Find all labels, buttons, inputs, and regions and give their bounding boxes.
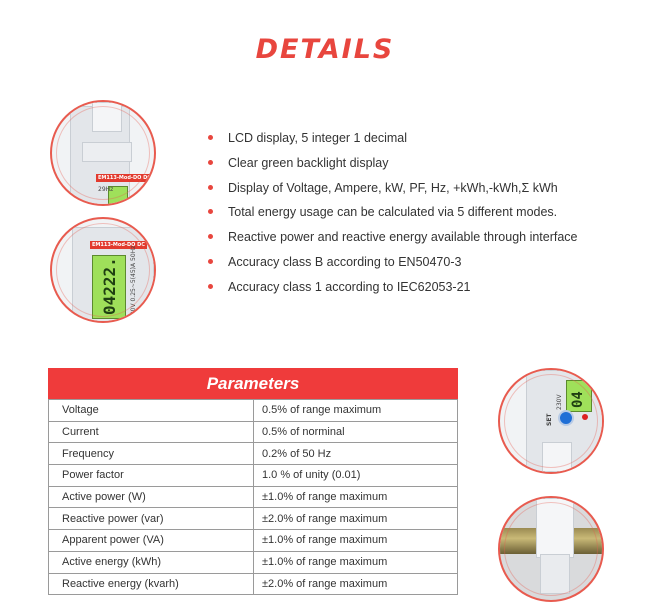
photo-ring — [504, 374, 598, 468]
bullet-dot-icon — [208, 135, 213, 140]
parameter-value: ±1.0% of range maximum — [254, 530, 458, 552]
set-label: SET — [546, 413, 553, 426]
side-text: 29Hz — [98, 186, 114, 193]
bullet-dot-icon — [208, 234, 213, 239]
table-row — [49, 508, 458, 530]
bullet-dot-icon — [208, 160, 213, 165]
parameters-table — [48, 399, 458, 595]
bullet-dot-icon — [208, 209, 213, 214]
parameter-value: ±2.0% of range maximum — [254, 573, 458, 595]
table-row — [49, 530, 458, 552]
list-item: Accuracy class B according to EN50470-3 — [208, 254, 578, 279]
lcd-value: 04 — [570, 391, 586, 408]
list-item: Display of Voltage, Ampere, kW, PF, Hz, +kWh,-kWh,Σ kWh — [208, 180, 578, 205]
meter-display-photo — [50, 217, 156, 323]
table-row — [49, 465, 458, 487]
list-item: LCD display, 5 integer 1 decimal — [208, 130, 578, 155]
parameter-value: 1.0 % of unity (0.01) — [254, 465, 458, 487]
parameter-value: ±1.0% of range maximum — [254, 551, 458, 573]
bullet-dot-icon — [208, 284, 213, 289]
model-label: EM113-Mod-DO DC — [92, 242, 145, 248]
side-text: 230V 0.25~5(45)A 50Hz — [130, 245, 137, 319]
parameter-label: Active power (W) — [49, 486, 254, 508]
parameter-label: Active energy (kWh) — [49, 551, 254, 573]
table-row — [49, 443, 458, 465]
parameter-label: Power factor — [49, 465, 254, 487]
side-text: 230V — [556, 394, 563, 410]
list-item: Reactive power and reactive energy available through interface — [208, 229, 578, 254]
photo-ring — [504, 502, 598, 596]
table-row — [49, 551, 458, 573]
table-row — [49, 573, 458, 595]
meter-top-photo — [50, 100, 156, 206]
table-row — [49, 421, 458, 443]
parameter-label: Reactive energy (kvarh) — [49, 573, 254, 595]
page-title: DETAILS — [255, 34, 395, 65]
photo-ring — [56, 223, 150, 317]
list-item: Total energy usage can be calculated via 5 different modes. — [208, 204, 578, 229]
photo-ring — [56, 106, 150, 200]
parameters-header: Parameters — [48, 368, 458, 399]
parameter-label: Current — [49, 421, 254, 443]
parameter-label: Frequency — [49, 443, 254, 465]
parameter-value: ±1.0% of range maximum — [254, 486, 458, 508]
list-item: Clear green backlight display — [208, 155, 578, 180]
parameter-label: Voltage — [49, 400, 254, 422]
parameter-value: 0.2% of 50 Hz — [254, 443, 458, 465]
model-label: EM113-Mod-DO DC — [98, 175, 151, 181]
table-row — [49, 486, 458, 508]
parameter-value: 0.5% of range maximum — [254, 400, 458, 422]
meter-rail-photo — [498, 496, 604, 602]
table-row — [49, 400, 458, 422]
parameter-value: ±2.0% of range maximum — [254, 508, 458, 530]
list-item: Accuracy class 1 according to IEC62053-21 — [208, 279, 578, 304]
feature-list — [208, 130, 578, 304]
meter-button-photo — [498, 368, 604, 474]
bullet-dot-icon — [208, 259, 213, 264]
parameter-label: Reactive power (var) — [49, 508, 254, 530]
lcd-value: 04222. — [100, 257, 119, 315]
parameter-value: 0.5% of norminal — [254, 421, 458, 443]
bullet-dot-icon — [208, 185, 213, 190]
parameter-label: Apparent power (VA) — [49, 530, 254, 552]
